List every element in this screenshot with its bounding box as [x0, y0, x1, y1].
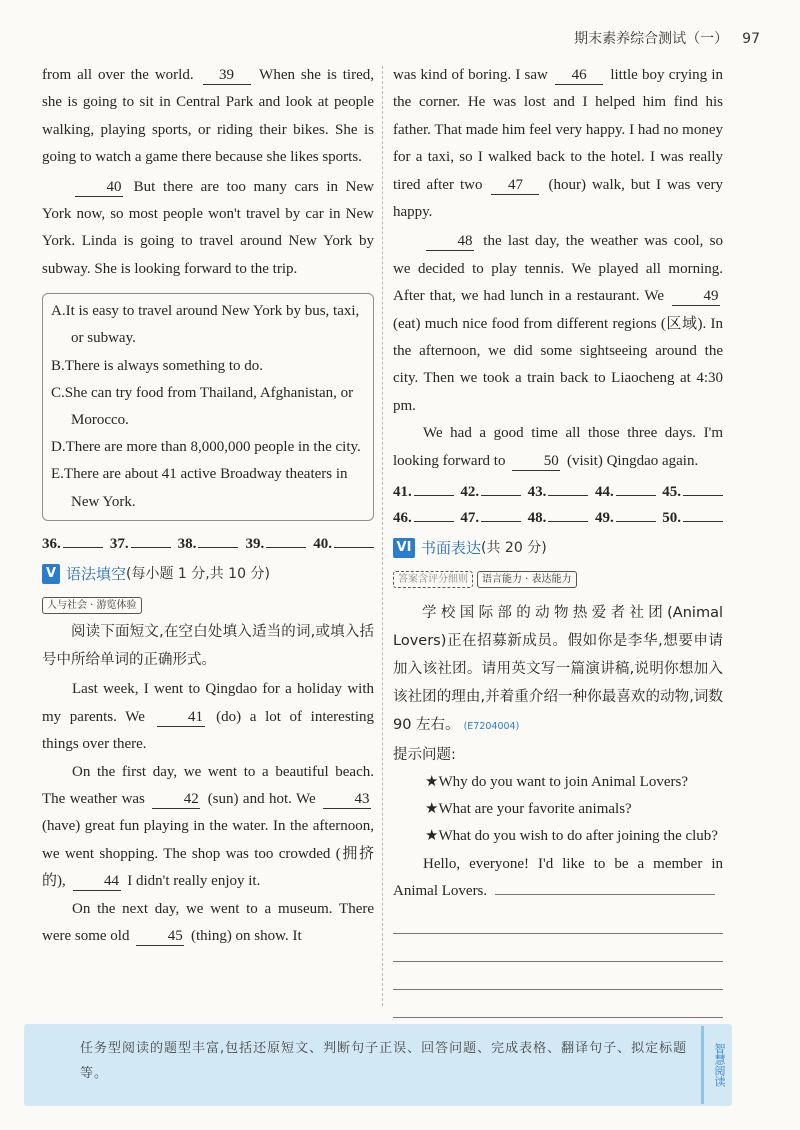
writing-line[interactable] — [393, 990, 723, 1018]
blank-43[interactable]: 43 — [323, 790, 371, 809]
section-heading-writing: VI 书面表达 (共 20 分) — [393, 537, 723, 559]
right-column — [393, 62, 723, 1018]
answer-slot[interactable]: 44. — [595, 479, 656, 505]
writing-line[interactable] — [393, 906, 723, 934]
answer-slot[interactable]: 47. — [460, 505, 521, 531]
grammar-paragraph: On the next day, we went to a museum. There were some old 45 (thing) on show. It — [42, 900, 374, 944]
question-code: (E7204004) — [463, 720, 520, 732]
answer-row — [393, 505, 723, 531]
page-header — [360, 28, 760, 48]
left-column — [42, 62, 374, 950]
hint-question: ★Why do you want to join Animal Lovers? — [425, 773, 688, 790]
grammar-paragraph: Last week, I went to Qingdao for a holiday with my parents. We 41 (do) a lot of interesting things over there. — [42, 681, 374, 753]
answer-slot[interactable]: 41. — [393, 479, 454, 505]
section-number: V — [42, 564, 60, 584]
topic-tag: 人与社会 · 游览体验 — [42, 597, 142, 614]
writing-line[interactable] — [393, 962, 723, 990]
grammar-paragraph: We had a good time all those three days. I'm looking forward to 50 (visit) Qingdao again. — [393, 425, 723, 469]
blank-50[interactable]: 50 — [512, 452, 560, 471]
answer-slot[interactable]: 46. — [393, 505, 454, 531]
option-b: B.There is always something to do. — [51, 357, 264, 374]
answer-slot[interactable]: 48. — [528, 505, 589, 531]
answer-slot[interactable]: 36. — [42, 531, 103, 557]
answer-slot[interactable]: 42. — [460, 479, 521, 505]
writing-start: Hello, everyone! I'd like to be a member in Animal Lovers. — [393, 855, 723, 900]
blank-44[interactable]: 44 — [73, 872, 121, 891]
blank-48[interactable]: 48 — [426, 232, 474, 251]
skill-tag: 语言能力 · 表达能力 — [477, 571, 577, 588]
grammar-paragraph: was kind of boring. I saw 46 little boy crying in the corner. He was lost and I helped him find his father. That made him feel very happy. I had no money for a taxi, so I walked back to the hotel. I was really tired after two 47 (hour) walk, but I was very happy. — [393, 67, 724, 221]
writing-prompt: 学校国际部的动物热爱者社团(Animal Lovers)正在招募新成员。假如你是李华,想要申请加入该社团。请用英文写一篇演讲稿,说明你想加入该社团的理由,并着重介绍一种你最喜欢的动物,词数 90 左右。 (E7204004) — [393, 604, 723, 733]
tag-row — [393, 565, 723, 592]
option-a: A.It is easy to travel around New York by bus, taxi, or subway. — [51, 303, 360, 347]
answer-slot[interactable]: 45. — [662, 479, 723, 505]
reading-paragraph: from all over the world. 39 When she is tired, she is going to sit in Central Park and look at people walking, playing sports, or riding their bikes. She is going to watch a game there because she likes sports. — [42, 67, 374, 166]
grammar-paragraph: On the first day, we went to a beautiful beach. The weather was 42 (sun) and hot. We 43 (have) great fun playing in the water. In the afternoon, we went shopping. The shop was too crowded (拥挤的), 44 I didn't really enjoy it. — [42, 763, 374, 890]
answer-row — [42, 531, 374, 557]
answer-slot[interactable]: 38. — [178, 531, 239, 557]
grammar-paragraph: 48 the last day, the weather was cool, so we decided to play tennis. We played all morning. After that, we had lunch in a restaurant. We 49 (eat) much nice food from different regions (区域). In the afternoon, we did some sightseeing around the city. Then we took a train back to Liaocheng at 4:30 pm. — [393, 233, 723, 414]
options-box — [42, 293, 374, 521]
blank-49[interactable]: 49 — [672, 287, 720, 306]
reading-paragraph: 40 But there are too many cars in New York now, so most people won't travel by car in New York. Linda is going to travel around New York by subway. She is looking forward to the trip. — [42, 178, 374, 277]
blank-39[interactable]: 39 — [203, 66, 251, 85]
footer-tip: 任务型阅读的题型丰富,包括还原短文、判断句子正误、回答问题、完成表格、翻译句子、拟定标题等。 — [80, 1041, 688, 1081]
option-c: C.She can try food from Thailand, Afghanistan, or Morocco. — [51, 384, 354, 429]
column-divider — [382, 66, 383, 1006]
option-e: E.There are about 41 active Broadway theaters in New York. — [51, 466, 348, 510]
section-heading-grammar: V 语法填空 (每小题 1 分,共 10 分) — [42, 563, 374, 585]
answer-row — [393, 479, 723, 505]
option-d: D.There are more than 8,000,000 people in the city. — [51, 439, 361, 456]
section-number: VI — [393, 538, 415, 558]
blank-42[interactable]: 42 — [152, 790, 200, 809]
hint-question: ★What do you wish to do after joining the club? — [425, 828, 718, 845]
blank-40[interactable]: 40 — [75, 178, 123, 197]
answer-slot[interactable]: 50. — [662, 505, 723, 531]
blank-41[interactable]: 41 — [157, 708, 205, 727]
blank-46[interactable]: 46 — [555, 66, 603, 85]
footer-side-label: 智慧阅读 — [701, 1026, 726, 1104]
answer-slot[interactable]: 40. — [313, 531, 374, 557]
hint-label: 提示问题: — [393, 746, 456, 763]
page-number: 97 — [742, 31, 760, 47]
header-title: 期末素养综合测试（一） — [574, 31, 729, 47]
blank-47[interactable]: 47 — [491, 176, 539, 195]
answer-slot[interactable]: 49. — [595, 505, 656, 531]
answer-slot[interactable]: 43. — [528, 479, 589, 505]
blank-45[interactable]: 45 — [136, 927, 184, 946]
scoring-tag: 答案含评分细则 — [393, 571, 473, 588]
answer-slot[interactable]: 39. — [245, 531, 306, 557]
hint-question: ★What are your favorite animals? — [425, 800, 632, 817]
writing-line[interactable] — [393, 934, 723, 962]
writing-line[interactable] — [495, 880, 715, 895]
footer-tip-box — [24, 1024, 732, 1106]
instructions: 阅读下面短文,在空白处填入适当的词,或填入括号中所给单词的正确形式。 — [42, 624, 374, 669]
answer-slot[interactable]: 37. — [110, 531, 171, 557]
